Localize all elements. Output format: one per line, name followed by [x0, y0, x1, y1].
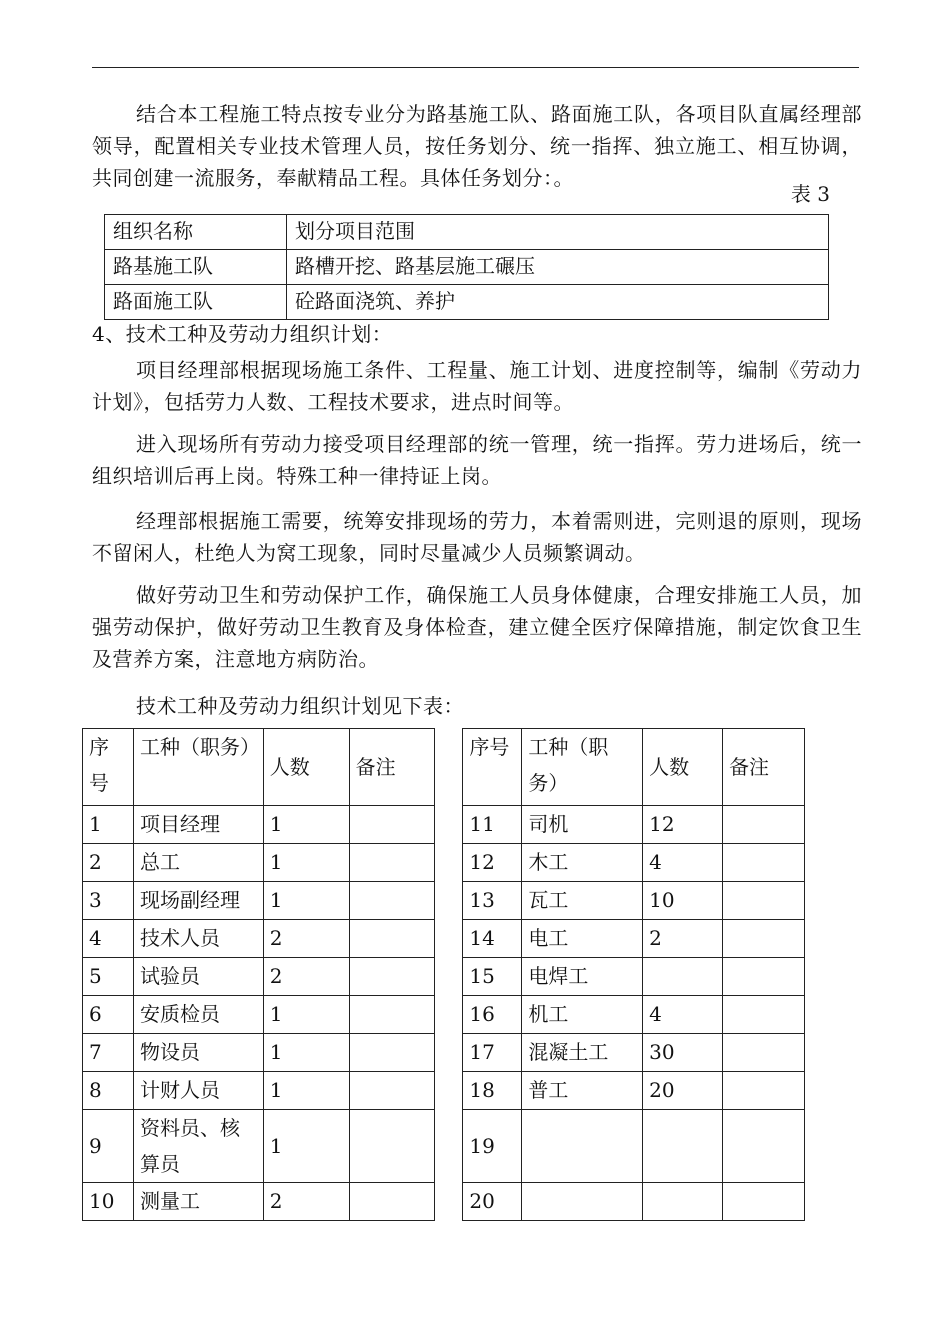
- seq-cell: 6: [83, 996, 134, 1034]
- trade-cell: 现场副经理: [133, 882, 263, 920]
- header-seq: 序号: [463, 729, 522, 806]
- seq-cell: 5: [83, 958, 134, 996]
- count-cell: 1: [263, 844, 349, 882]
- seq-cell: 10: [83, 1183, 134, 1221]
- table-row: [105, 285, 829, 320]
- header-trade: 工种（职务）: [133, 729, 263, 806]
- count-cell: 1: [263, 1110, 349, 1183]
- header-count: 人数: [263, 729, 349, 806]
- header-remark: 备注: [349, 729, 435, 806]
- count-cell: 20: [643, 1072, 723, 1110]
- seq-cell: 9: [83, 1110, 134, 1183]
- remark-cell: [723, 958, 805, 996]
- trade-cell: 资料员、核算员: [133, 1110, 263, 1183]
- count-cell: 30: [643, 1034, 723, 1072]
- remark-cell: [349, 1072, 435, 1110]
- remark-cell: [349, 996, 435, 1034]
- count-cell: 1: [263, 806, 349, 844]
- count-cell: 2: [263, 920, 349, 958]
- paragraph: 项目经理部根据现场施工条件、工程量、施工计划、进度控制等，编制《劳动力计划》，包括劳力人数、工程技术要求，进点时间等。: [92, 358, 862, 414]
- seq-cell: 14: [463, 920, 522, 958]
- seq-cell: 18: [463, 1072, 522, 1110]
- trade-cell: [522, 1183, 643, 1221]
- labor-plan-table: [82, 728, 805, 1221]
- trade-cell: 混凝土工: [522, 1034, 643, 1072]
- count-cell: 1: [263, 1034, 349, 1072]
- scope: 砼路面浇筑、养护: [287, 285, 829, 320]
- remark-cell: [723, 882, 805, 920]
- remark-cell: [723, 1183, 805, 1221]
- header-org-name: 组织名称: [105, 215, 287, 250]
- remark-cell: [723, 996, 805, 1034]
- seq-cell: 1: [83, 806, 134, 844]
- seq-cell: 15: [463, 958, 522, 996]
- remark-cell: [723, 1034, 805, 1072]
- paragraph: 技术工种及劳动力组织计划见下表：: [136, 694, 464, 718]
- remark-cell: [349, 958, 435, 996]
- seq-cell: 19: [463, 1110, 522, 1183]
- remark-cell: [349, 882, 435, 920]
- header-trade: 工种（职务）: [522, 729, 643, 806]
- column-gap: [435, 729, 463, 1221]
- table3-caption: 表 3: [790, 182, 830, 206]
- remark-cell: [349, 1110, 435, 1183]
- trade-cell: 电工: [522, 920, 643, 958]
- count-cell: 1: [263, 1072, 349, 1110]
- trade-cell: 总工: [133, 844, 263, 882]
- trade-cell: 瓦工: [522, 882, 643, 920]
- task-division-table: [104, 214, 829, 320]
- remark-cell: [349, 1183, 435, 1221]
- seq-cell: 3: [83, 882, 134, 920]
- paragraph: 经理部根据施工需要，统筹安排现场的劳力，本着需则进，完则退的原则，现场不留闲人，杜绝人为窝工现象，同时尽量减少人员频繁调动。: [92, 509, 862, 565]
- trade-cell: 物设员: [133, 1034, 263, 1072]
- paragraph: 进入现场所有劳动力接受项目经理部的统一管理，统一指挥。劳力进场后，统一组织培训后再上岗。特殊工种一律持证上岗。: [92, 432, 862, 488]
- count-cell: [643, 1110, 723, 1183]
- remark-cell: [723, 920, 805, 958]
- count-cell: 10: [643, 882, 723, 920]
- count-cell: [643, 958, 723, 996]
- trade-cell: 电焊工: [522, 958, 643, 996]
- count-cell: 1: [263, 882, 349, 920]
- remark-cell: [349, 844, 435, 882]
- seq-cell: 8: [83, 1072, 134, 1110]
- remark-cell: [723, 1110, 805, 1183]
- trade-cell: 项目经理: [133, 806, 263, 844]
- remark-cell: [723, 844, 805, 882]
- count-cell: 2: [643, 920, 723, 958]
- seq-cell: 16: [463, 996, 522, 1034]
- trade-cell: 机工: [522, 996, 643, 1034]
- remark-cell: [723, 1072, 805, 1110]
- seq-cell: 12: [463, 844, 522, 882]
- header-count: 人数: [643, 729, 723, 806]
- trade-cell: 木工: [522, 844, 643, 882]
- trade-cell: 技术人员: [133, 920, 263, 958]
- header-seq: 序号: [83, 729, 134, 806]
- seq-cell: 4: [83, 920, 134, 958]
- seq-cell: 2: [83, 844, 134, 882]
- seq-cell: 11: [463, 806, 522, 844]
- section-heading: 4、技术工种及劳动力组织计划：: [92, 322, 393, 346]
- trade-cell: 司机: [522, 806, 643, 844]
- seq-cell: 20: [463, 1183, 522, 1221]
- trade-cell: 安质检员: [133, 996, 263, 1034]
- org-name: 路面施工队: [105, 285, 287, 320]
- header-remark: 备注: [723, 729, 805, 806]
- seq-cell: 13: [463, 882, 522, 920]
- table-header-row: [83, 729, 805, 806]
- scope: 路槽开挖、路基层施工碾压: [287, 250, 829, 285]
- remark-cell: [723, 806, 805, 844]
- table-header-row: [105, 215, 829, 250]
- seq-cell: 17: [463, 1034, 522, 1072]
- trade-cell: [522, 1110, 643, 1183]
- count-cell: 4: [643, 996, 723, 1034]
- count-cell: 4: [643, 844, 723, 882]
- intro-paragraph: 结合本工程施工特点按专业分为路基施工队、路面施工队，各项目队直属经理部领导，配置相关专业技术管理人员，按任务划分、统一指挥、独立施工、相互协调，共同创建一流服务，奉献精品工程。具体任务划分：。: [92, 102, 862, 190]
- trade-cell: 计财人员: [133, 1072, 263, 1110]
- count-cell: 1: [263, 996, 349, 1034]
- count-cell: 12: [643, 806, 723, 844]
- trade-cell: 试验员: [133, 958, 263, 996]
- count-cell: 2: [263, 958, 349, 996]
- org-name: 路基施工队: [105, 250, 287, 285]
- remark-cell: [349, 1034, 435, 1072]
- remark-cell: [349, 806, 435, 844]
- paragraph: 做好劳动卫生和劳动保护工作，确保施工人员身体健康，合理安排施工人员，加强劳动保护，做好劳动卫生教育及身体检查，建立健全医疗保障措施，制定饮食卫生及营养方案，注意地方病防治。: [92, 583, 862, 671]
- seq-cell: 7: [83, 1034, 134, 1072]
- count-cell: 2: [263, 1183, 349, 1221]
- remark-cell: [349, 920, 435, 958]
- header-scope: 划分项目范围: [287, 215, 829, 250]
- count-cell: [643, 1183, 723, 1221]
- trade-cell: 测量工: [133, 1183, 263, 1221]
- header-rule: [92, 67, 859, 68]
- table-row: [105, 250, 829, 285]
- trade-cell: 普工: [522, 1072, 643, 1110]
